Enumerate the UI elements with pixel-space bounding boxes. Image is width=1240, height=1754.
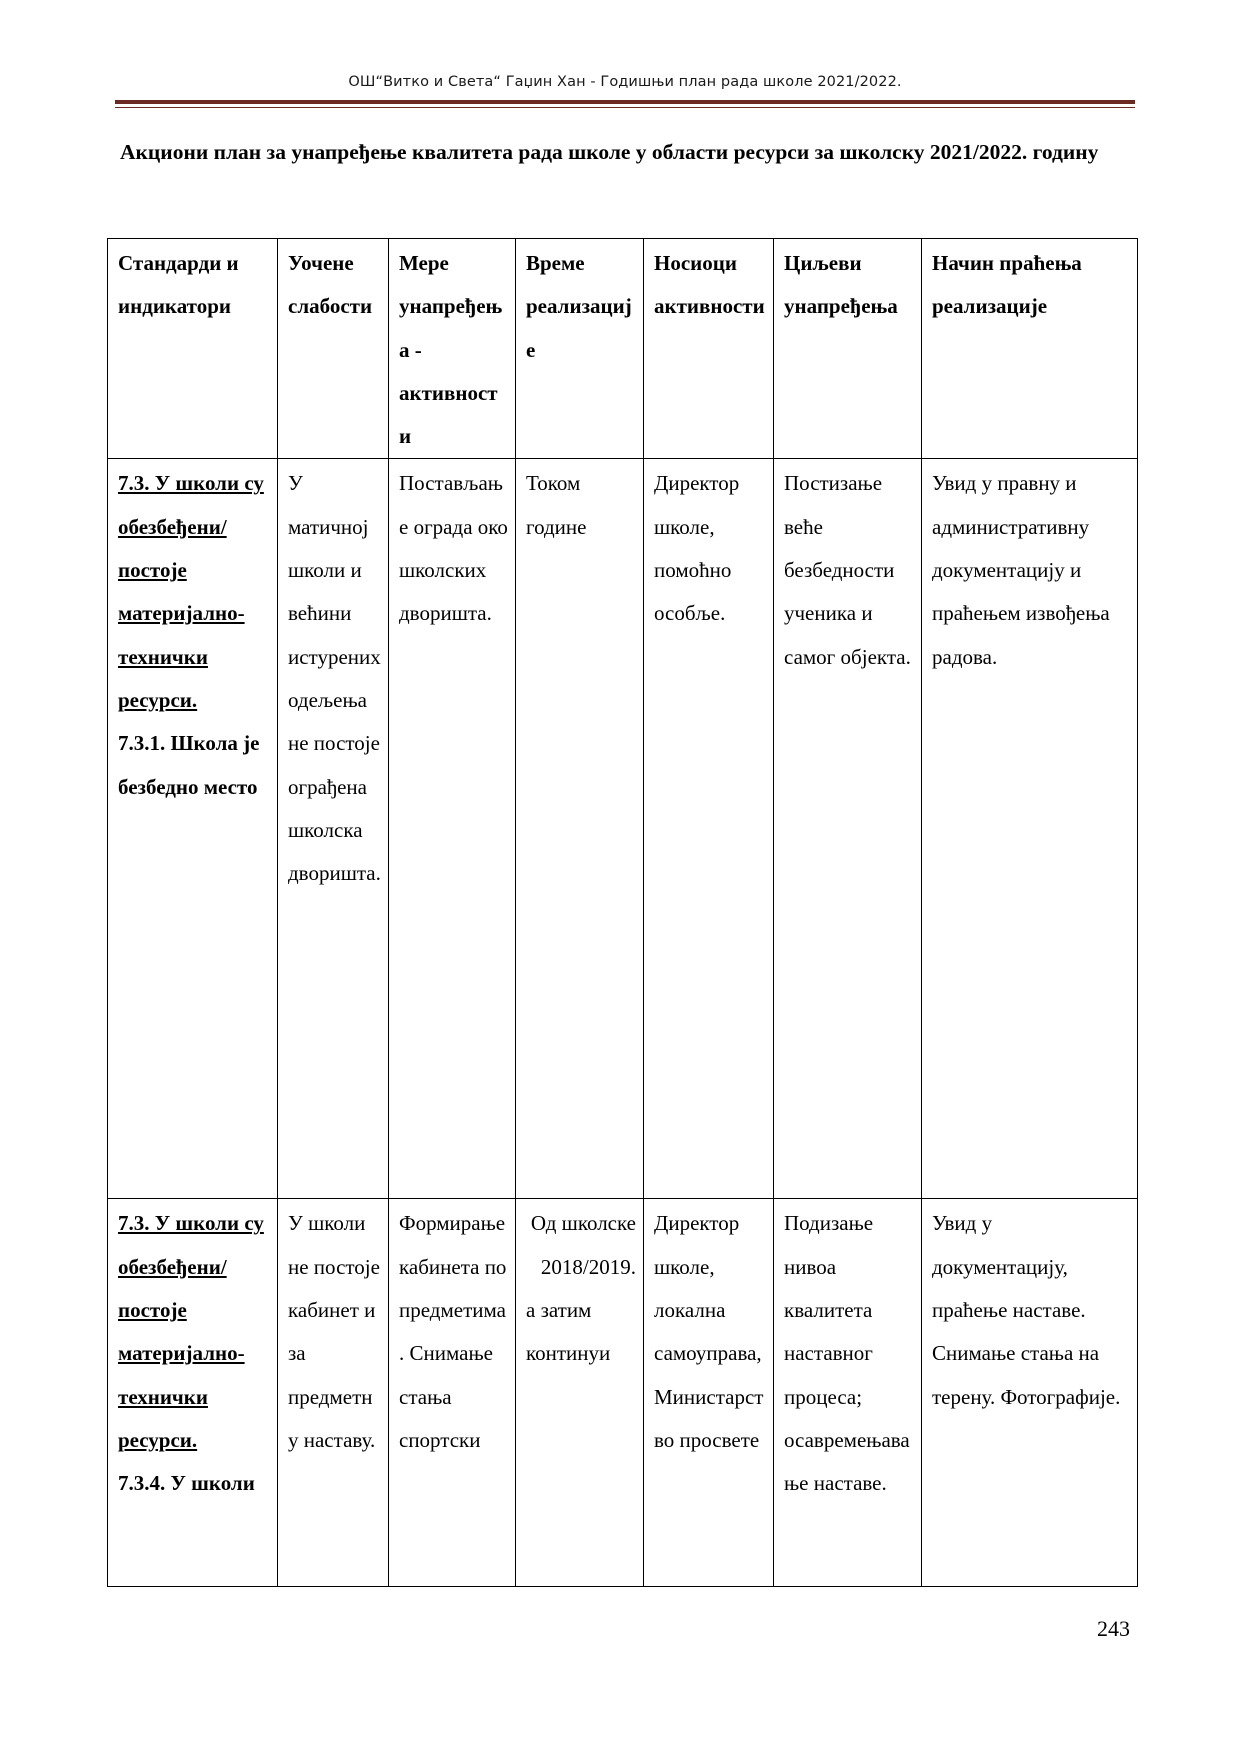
carriers-cell: Директор школе, помоћно особље.	[644, 459, 774, 1199]
header-rule-thick	[115, 100, 1135, 104]
goals-cell: Постизање веће безбедности ученика и самог објекта.	[774, 459, 922, 1199]
column-header: Носиоци активности	[644, 239, 774, 459]
measures-cell: Формирање кабинета по предметима. Снимање стања спортски	[389, 1199, 516, 1587]
time-text: Током године	[526, 471, 587, 539]
standard-title: 7.3. У школи су обезбеђени/постоје материјално-технички ресурси.	[118, 471, 264, 712]
running-header: ОШ“Витко и Света“ Гаџин Хан - Годишњи план рада школе 2021/2022.	[348, 74, 902, 90]
standard-cell	[108, 1199, 278, 1587]
column-header: Уочене слабости	[278, 239, 389, 459]
column-header: Стандарди и индикатори	[108, 239, 278, 459]
header-rule-thin	[115, 107, 1135, 108]
monitoring-cell: Увид у документацију, праћење наставе. Снимање стања на терену. Фотографије.	[922, 1199, 1138, 1587]
column-header: Циљеви унапређења	[774, 239, 922, 459]
table-row	[108, 459, 1138, 1199]
standard-cell	[108, 459, 278, 1199]
time-cell	[516, 1199, 644, 1587]
measures-cell: Постављање ограда око школских дворишта.	[389, 459, 516, 1199]
monitoring-cell: Увид у правну и административну документацију и праћењем извођења радова.	[922, 459, 1138, 1199]
page-number: 243	[1097, 1616, 1130, 1641]
indicator-text: 7.3.1. Школа је безбедно место	[118, 731, 260, 799]
document-title: Акциони план за унапређење квалитета рада школе у области ресурси за школску 2021/2022. годину	[120, 140, 1099, 164]
column-header: Начин праћења реализације	[922, 239, 1138, 459]
standard-title: 7.3. У школи су обезбеђени/постоје материјално-технички ресурси.	[118, 1211, 264, 1452]
indicator-text: 7.3.4. У школи	[118, 1471, 255, 1496]
action-plan-table	[107, 238, 1138, 1587]
table-row	[108, 1199, 1138, 1587]
time-extra-text: а затим континуи	[526, 1298, 611, 1366]
weaknesses-cell: У матичној школи и већини истурених одељења не постоје ограђена школска дворишта.	[278, 459, 389, 1199]
table-header-row	[108, 239, 1138, 459]
goals-cell: Подизање нивоа квалитета наставног процеса; осавремењавање наставе.	[774, 1199, 922, 1587]
carriers-cell: Директор школе, локална самоуправа, Министарство просвете	[644, 1199, 774, 1587]
weaknesses-cell: У школи не постоје кабинет и за предметну наставу.	[278, 1199, 389, 1587]
column-header: Време реализације	[516, 239, 644, 459]
time-cell	[516, 459, 644, 1199]
time-text: Од школске 2018/2019.	[530, 1211, 636, 1279]
column-header: Мере унапређења - активности	[389, 239, 516, 459]
